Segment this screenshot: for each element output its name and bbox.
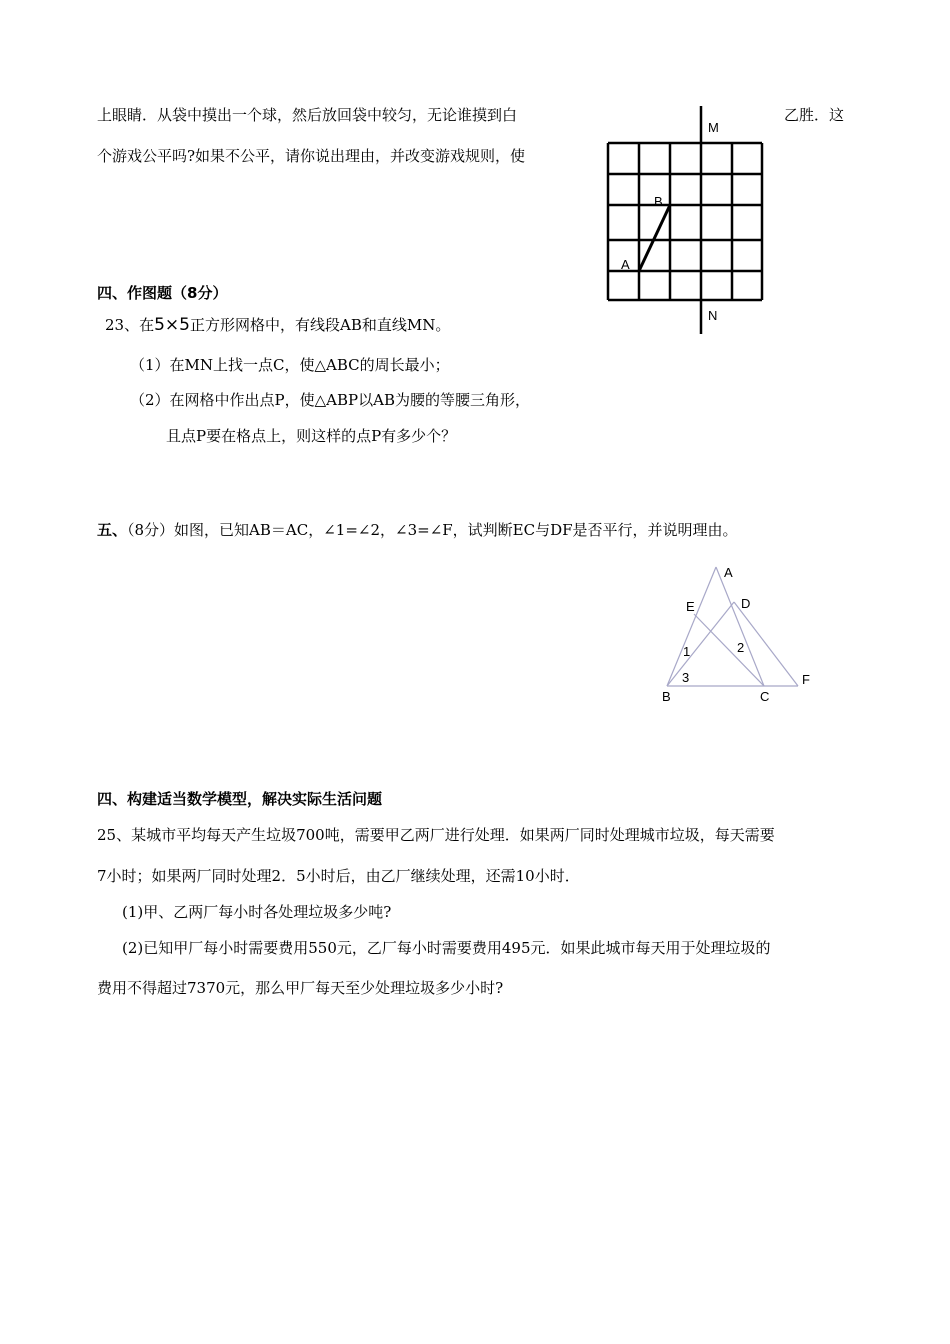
tri-label-e: E (686, 599, 695, 614)
q23-part2-cont: 且点P要在格点上，则这样的点P有多少个？ (166, 427, 457, 445)
q25-line2: 7小时；如果两厂同时处理2．5小时后，由乙厂继续处理，还需10小时． (97, 867, 580, 885)
section5-text: （8分）如图，已知AB＝AC，∠1=∠2，∠3=∠F，试判断EC与DF是否平行，并说明理由。 (127, 521, 738, 539)
intro-line-1: 上眼睛．从袋中摸出一个球，然后放回袋中较匀，无论谁摸到白 (97, 106, 518, 124)
tri-label-2: 2 (737, 640, 745, 655)
tri-label-b: B (662, 689, 671, 704)
q23-part2: （2）在网格中作出点P，使△ABP以AB为腰的等腰三角形， (130, 391, 530, 409)
q25-line1: 25、某城市平均每天产生垃圾700吨，需要甲乙两厂进行处理．如果两厂同时处理城市垃圾，每天需要 (97, 826, 775, 844)
tri-label-f: F (802, 672, 810, 687)
tri-label-1: 1 (683, 644, 691, 659)
q25-part2: (2)已知甲厂每小时需要费用550元，乙厂每小时需要费用495元．如果此城市每天用于处理垃圾的 (122, 939, 771, 957)
tri-label-a: A (724, 565, 733, 580)
q23-math: 5×5 (154, 315, 190, 335)
section5-line (97, 520, 738, 540)
tri-label-3: 3 (682, 670, 690, 685)
section4-heading: 四、作图题（8分） (97, 284, 228, 302)
q23-prefix: 23、在 (105, 316, 155, 334)
intro-line-2: 个游戏公平吗?如果不公平，请你说出理由，并改变游戏规则，使 (97, 147, 526, 165)
section6-heading: 四、构建适当数学模型，解决实际生活问题 (97, 790, 383, 808)
section5-heading: 五、 (97, 521, 128, 539)
label-m: M (708, 120, 719, 135)
q23-text: 正方形网格中，有线段AB和直线MN。 (189, 316, 451, 334)
label-a: A (621, 257, 630, 272)
q23-line (105, 315, 450, 335)
label-b: B (654, 194, 663, 209)
label-n: N (708, 308, 718, 323)
tri-label-c: C (760, 689, 770, 704)
q25-part2-cont: 费用不得超过7370元，那么甲厂每天至少处理垃圾多少小时? (97, 979, 504, 997)
intro-line-1-end: 乙胜．这 (784, 106, 845, 124)
triangle-figure (650, 555, 830, 715)
grid-figure (560, 100, 800, 340)
tri-label-d: D (741, 596, 751, 611)
q23-part1: （1）在MN上找一点C，使△ABC的周长最小； (130, 356, 450, 374)
q25-part1: (1)甲、乙两厂每小时各处理垃圾多少吨? (122, 903, 392, 921)
